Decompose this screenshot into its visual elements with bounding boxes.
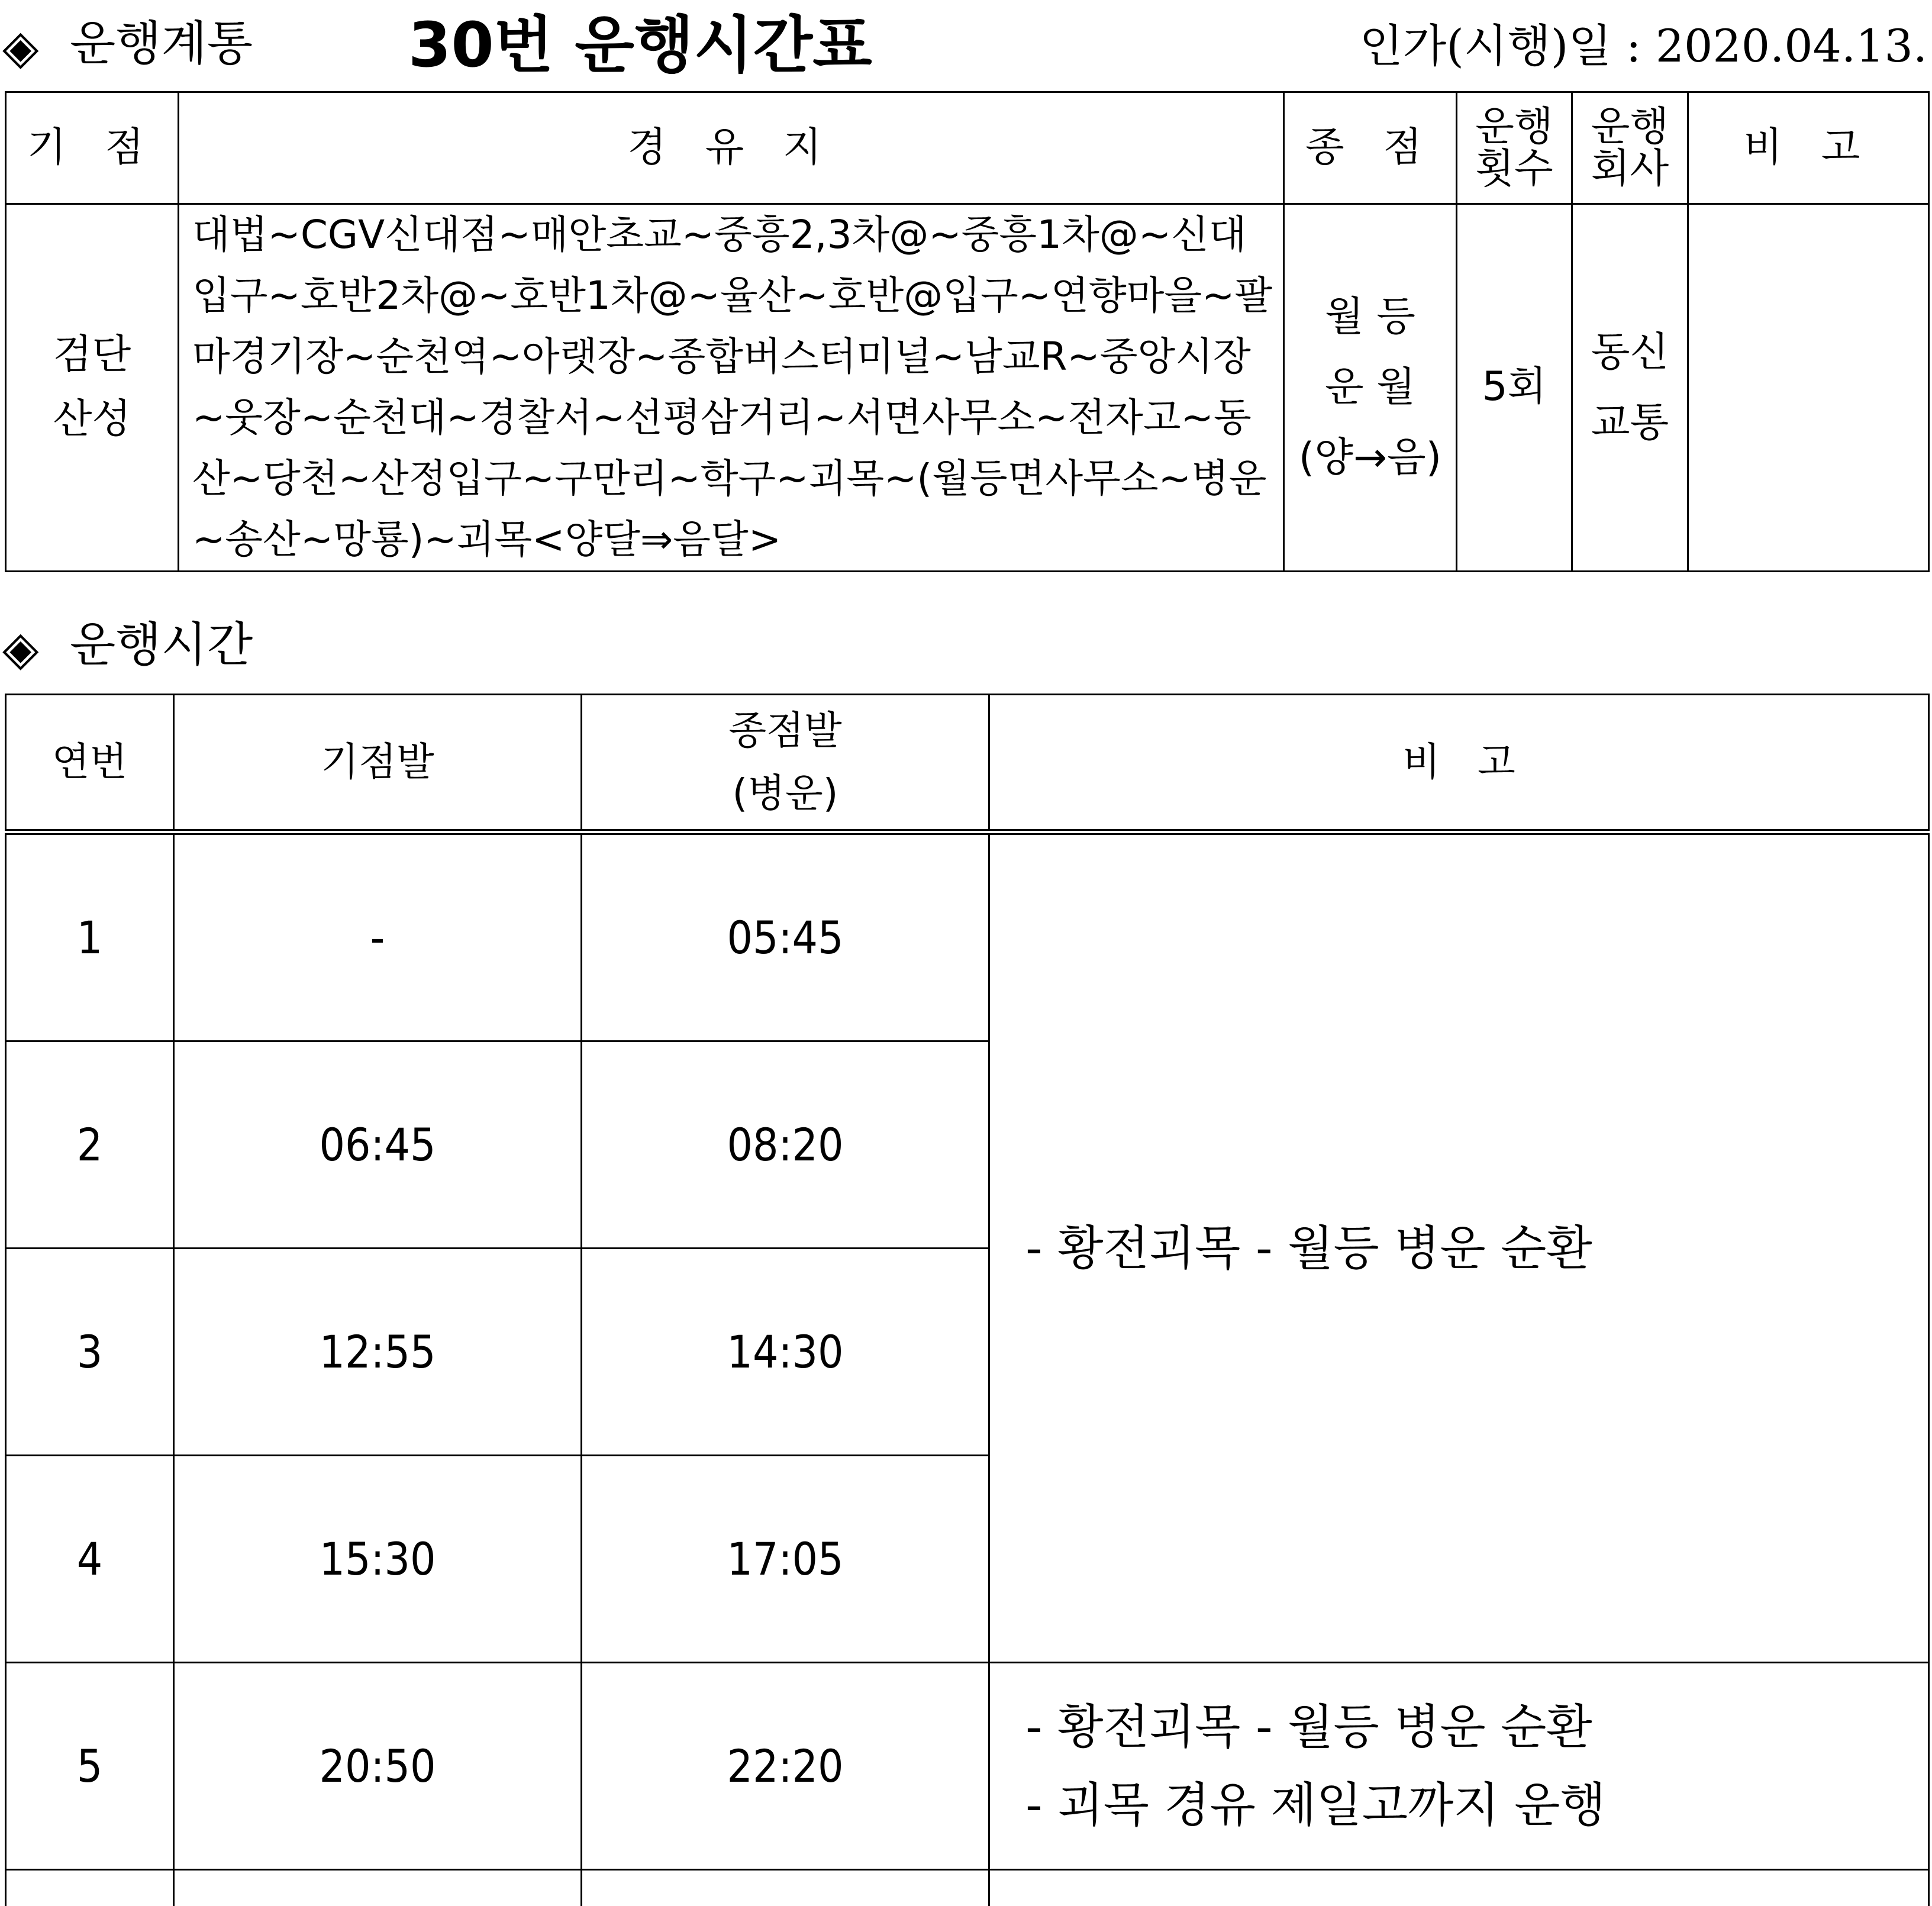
depart-cell: 20:50 bbox=[174, 1663, 582, 1870]
depart-cell: 15:30 bbox=[174, 1456, 582, 1663]
terminal-depart-cell: 08:20 bbox=[582, 1041, 989, 1249]
section-label-route: 운행계통 bbox=[70, 20, 253, 67]
terminal-depart-cell: 14:30 bbox=[582, 1249, 989, 1456]
diamond-bullet-icon: ◈ bbox=[2, 24, 39, 71]
col-terminus: 종 점 bbox=[1284, 92, 1457, 204]
terminal-depart-cell: 17:05 bbox=[582, 1456, 989, 1663]
table-row bbox=[6, 1663, 1929, 1870]
note-cell bbox=[1688, 204, 1929, 572]
terminal-depart-cell: 05:45 bbox=[582, 832, 989, 1041]
seq-cell: 2 bbox=[6, 1041, 174, 1249]
col-remarks: 비 고 bbox=[989, 695, 1929, 833]
col-via: 경 유 지 bbox=[179, 92, 1284, 204]
table-row bbox=[6, 832, 1929, 1041]
seq-cell: 4 bbox=[6, 1456, 174, 1663]
terminus-cell: 월 등 운 월 (양→음) bbox=[1284, 204, 1457, 572]
terminal-depart-cell: 22:20 bbox=[582, 1663, 989, 1870]
company-cell: 동신 교통 bbox=[1572, 204, 1688, 572]
origin-cell: 검단 산성 bbox=[6, 204, 179, 572]
seq-cell: 1 bbox=[6, 832, 174, 1041]
empty-cell bbox=[989, 1870, 1929, 1906]
col-terminal-depart: 종점발 (병운) bbox=[582, 695, 989, 833]
timetable-header-row bbox=[6, 695, 1929, 833]
col-seq: 연번 bbox=[6, 695, 174, 833]
route-row bbox=[6, 204, 1929, 572]
col-company: 운행 회사 bbox=[1572, 92, 1688, 204]
col-depart: 기점발 bbox=[174, 695, 582, 833]
section-label-times: 운행시간 bbox=[70, 621, 253, 669]
depart-cell: 12:55 bbox=[174, 1249, 582, 1456]
seq-cell: 5 bbox=[6, 1663, 174, 1870]
page-title: 30번 운행시간표 bbox=[408, 14, 872, 76]
route-table bbox=[5, 91, 1930, 572]
approval-date: 인가(시행)일 : 2020.04.13. bbox=[1359, 24, 1927, 69]
empty-cell bbox=[174, 1870, 582, 1906]
via-cell: 대법~CGV신대점~매안초교~중흥2,3차@~중흥1차@~신대입구~호반2차@~호반1차@~율산~호반@입구~연향마을~팔마경기장~순천역~아랫장~종합버스터미널~남교R~중앙시장~웃장~순천대~경찰서~선평삼거리~서면사무소~전자고~동산~당천~산정입구~구만리~학구~괴목~(월등면사무소~병운~송산~망룡)~괴목<양달⇒음달> bbox=[179, 204, 1284, 572]
depart-cell: - bbox=[174, 832, 582, 1041]
route-header-row bbox=[6, 92, 1929, 204]
timetable bbox=[5, 694, 1930, 1906]
run-count-cell: 5회 bbox=[1457, 204, 1572, 572]
empty-cell bbox=[6, 1870, 174, 1906]
col-note: 비 고 bbox=[1688, 92, 1929, 204]
seq-cell: 3 bbox=[6, 1249, 174, 1456]
remarks-row5-cell: - 황전괴목 - 월등 병운 순환 - 괴목 경유 제일고까지 운행 bbox=[989, 1663, 1929, 1870]
empty-cell bbox=[582, 1870, 989, 1906]
depart-cell: 06:45 bbox=[174, 1041, 582, 1249]
col-run-count: 운행 횟수 bbox=[1457, 92, 1572, 204]
remarks-group-cell: - 황전괴목 - 월등 병운 순환 bbox=[989, 832, 1929, 1663]
col-origin: 기 점 bbox=[6, 92, 179, 204]
diamond-bullet-icon: ◈ bbox=[2, 625, 39, 672]
table-row-partial bbox=[6, 1870, 1929, 1906]
